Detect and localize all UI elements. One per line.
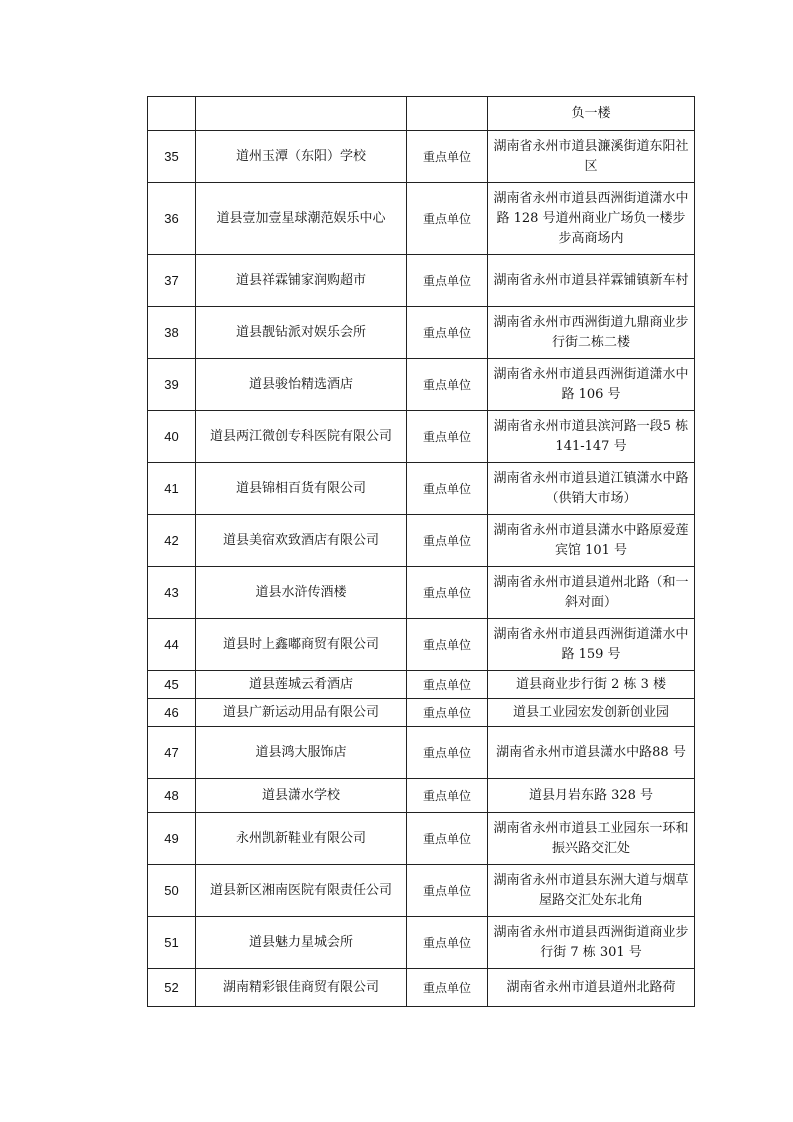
table-row (148, 779, 695, 813)
table-row (148, 699, 695, 727)
cell-name (196, 97, 407, 131)
cell-address: 湖南省永州市道县西洲街道商业步行街 7 栋 301 号 (488, 917, 695, 969)
cell-address: 湖南省永州市道县滨河路一段5 栋 141-147 号 (488, 411, 695, 463)
table-row (148, 567, 695, 619)
cell-name: 永州凯新鞋业有限公司 (196, 813, 407, 865)
cell-type: 重点单位 (407, 183, 488, 255)
cell-name: 道县靓钻派对娱乐会所 (196, 307, 407, 359)
cell-address: 湖南省永州市道县西洲街道潇水中路 106 号 (488, 359, 695, 411)
cell-type: 重点单位 (407, 411, 488, 463)
cell-address: 湖南省永州市道县濂溪街道东阳社区 (488, 131, 695, 183)
cell-name: 道县鸿大服饰店 (196, 727, 407, 779)
cell-no: 36 (148, 183, 196, 255)
cell-no (148, 97, 196, 131)
cell-no: 45 (148, 671, 196, 699)
cell-name: 道县时上鑫嘟商贸有限公司 (196, 619, 407, 671)
cell-name: 道县莲城云肴酒店 (196, 671, 407, 699)
cell-address: 负一楼 (488, 97, 695, 131)
key-units-table (147, 96, 695, 1007)
table-row (148, 813, 695, 865)
cell-name: 道县壹加壹星球潮范娱乐中心 (196, 183, 407, 255)
table-row (148, 359, 695, 411)
cell-name: 道县祥霖铺家润购超市 (196, 255, 407, 307)
cell-address: 湖南省永州市道县工业园东一环和振兴路交汇处 (488, 813, 695, 865)
cell-type: 重点单位 (407, 865, 488, 917)
cell-address: 湖南省永州市道县道江镇潇水中路（供销大市场） (488, 463, 695, 515)
cell-address: 湖南省永州市道县潇水中路原爱莲宾馆 101 号 (488, 515, 695, 567)
table-row (148, 727, 695, 779)
cell-address: 湖南省永州市道县西洲街道潇水中路 128 号道州商业广场负一楼步步高商场内 (488, 183, 695, 255)
table-body (148, 97, 695, 1007)
table-row (148, 671, 695, 699)
cell-type (407, 97, 488, 131)
cell-address: 湖南省永州市西洲街道九鼎商业步行街二栋二楼 (488, 307, 695, 359)
cell-type: 重点单位 (407, 727, 488, 779)
table-row (148, 515, 695, 567)
cell-name: 道县骏怡精选酒店 (196, 359, 407, 411)
cell-address: 湖南省永州市道县道州北路荷 (488, 969, 695, 1007)
cell-address: 湖南省永州市道县东洲大道与烟草屋路交汇处东北角 (488, 865, 695, 917)
cell-no: 50 (148, 865, 196, 917)
cell-address: 道县工业园宏发创新创业园 (488, 699, 695, 727)
cell-name: 道县两江微创专科医院有限公司 (196, 411, 407, 463)
table-row (148, 619, 695, 671)
cell-name: 道县新区湘南医院有限责任公司 (196, 865, 407, 917)
cell-no: 46 (148, 699, 196, 727)
cell-type: 重点单位 (407, 515, 488, 567)
cell-no: 37 (148, 255, 196, 307)
cell-no: 42 (148, 515, 196, 567)
table-row (148, 917, 695, 969)
cell-name: 道县潇水学校 (196, 779, 407, 813)
cell-type: 重点单位 (407, 969, 488, 1007)
table-row (148, 411, 695, 463)
cell-type: 重点单位 (407, 671, 488, 699)
cell-name: 道县魅力星城会所 (196, 917, 407, 969)
cell-no: 35 (148, 131, 196, 183)
cell-name: 道州玉潭（东阳）学校 (196, 131, 407, 183)
table-row (148, 131, 695, 183)
cell-no: 48 (148, 779, 196, 813)
cell-type: 重点单位 (407, 463, 488, 515)
cell-no: 39 (148, 359, 196, 411)
cell-address: 湖南省永州市道县潇水中路88 号 (488, 727, 695, 779)
table-row (148, 463, 695, 515)
cell-name: 湖南精彩银佳商贸有限公司 (196, 969, 407, 1007)
cell-name: 道县水浒传酒楼 (196, 567, 407, 619)
cell-type: 重点单位 (407, 255, 488, 307)
cell-type: 重点单位 (407, 307, 488, 359)
cell-name: 道县广新运动用品有限公司 (196, 699, 407, 727)
cell-name: 道县美宿欢致酒店有限公司 (196, 515, 407, 567)
cell-no: 47 (148, 727, 196, 779)
cell-address: 湖南省永州市道县西洲街道潇水中路 159 号 (488, 619, 695, 671)
cell-type: 重点单位 (407, 779, 488, 813)
cell-type: 重点单位 (407, 567, 488, 619)
cell-no: 51 (148, 917, 196, 969)
cell-no: 41 (148, 463, 196, 515)
cell-address: 道县月岩东路 328 号 (488, 779, 695, 813)
cell-no: 38 (148, 307, 196, 359)
cell-address: 道县商业步行街 2 栋 3 楼 (488, 671, 695, 699)
cell-type: 重点单位 (407, 699, 488, 727)
table-row (148, 307, 695, 359)
cell-type: 重点单位 (407, 917, 488, 969)
table-row (148, 255, 695, 307)
cell-no: 52 (148, 969, 196, 1007)
cell-type: 重点单位 (407, 619, 488, 671)
cell-no: 44 (148, 619, 196, 671)
cell-type: 重点单位 (407, 131, 488, 183)
cell-address: 湖南省永州市道县道州北路（和一斜对面） (488, 567, 695, 619)
table-row (148, 969, 695, 1007)
cell-type: 重点单位 (407, 359, 488, 411)
cell-address: 湖南省永州市道县祥霖铺镇新车村 (488, 255, 695, 307)
table-row (148, 865, 695, 917)
cell-type: 重点单位 (407, 813, 488, 865)
cell-name: 道县锦相百货有限公司 (196, 463, 407, 515)
table-row-continued (148, 97, 695, 131)
cell-no: 49 (148, 813, 196, 865)
cell-no: 40 (148, 411, 196, 463)
cell-no: 43 (148, 567, 196, 619)
table-row (148, 183, 695, 255)
